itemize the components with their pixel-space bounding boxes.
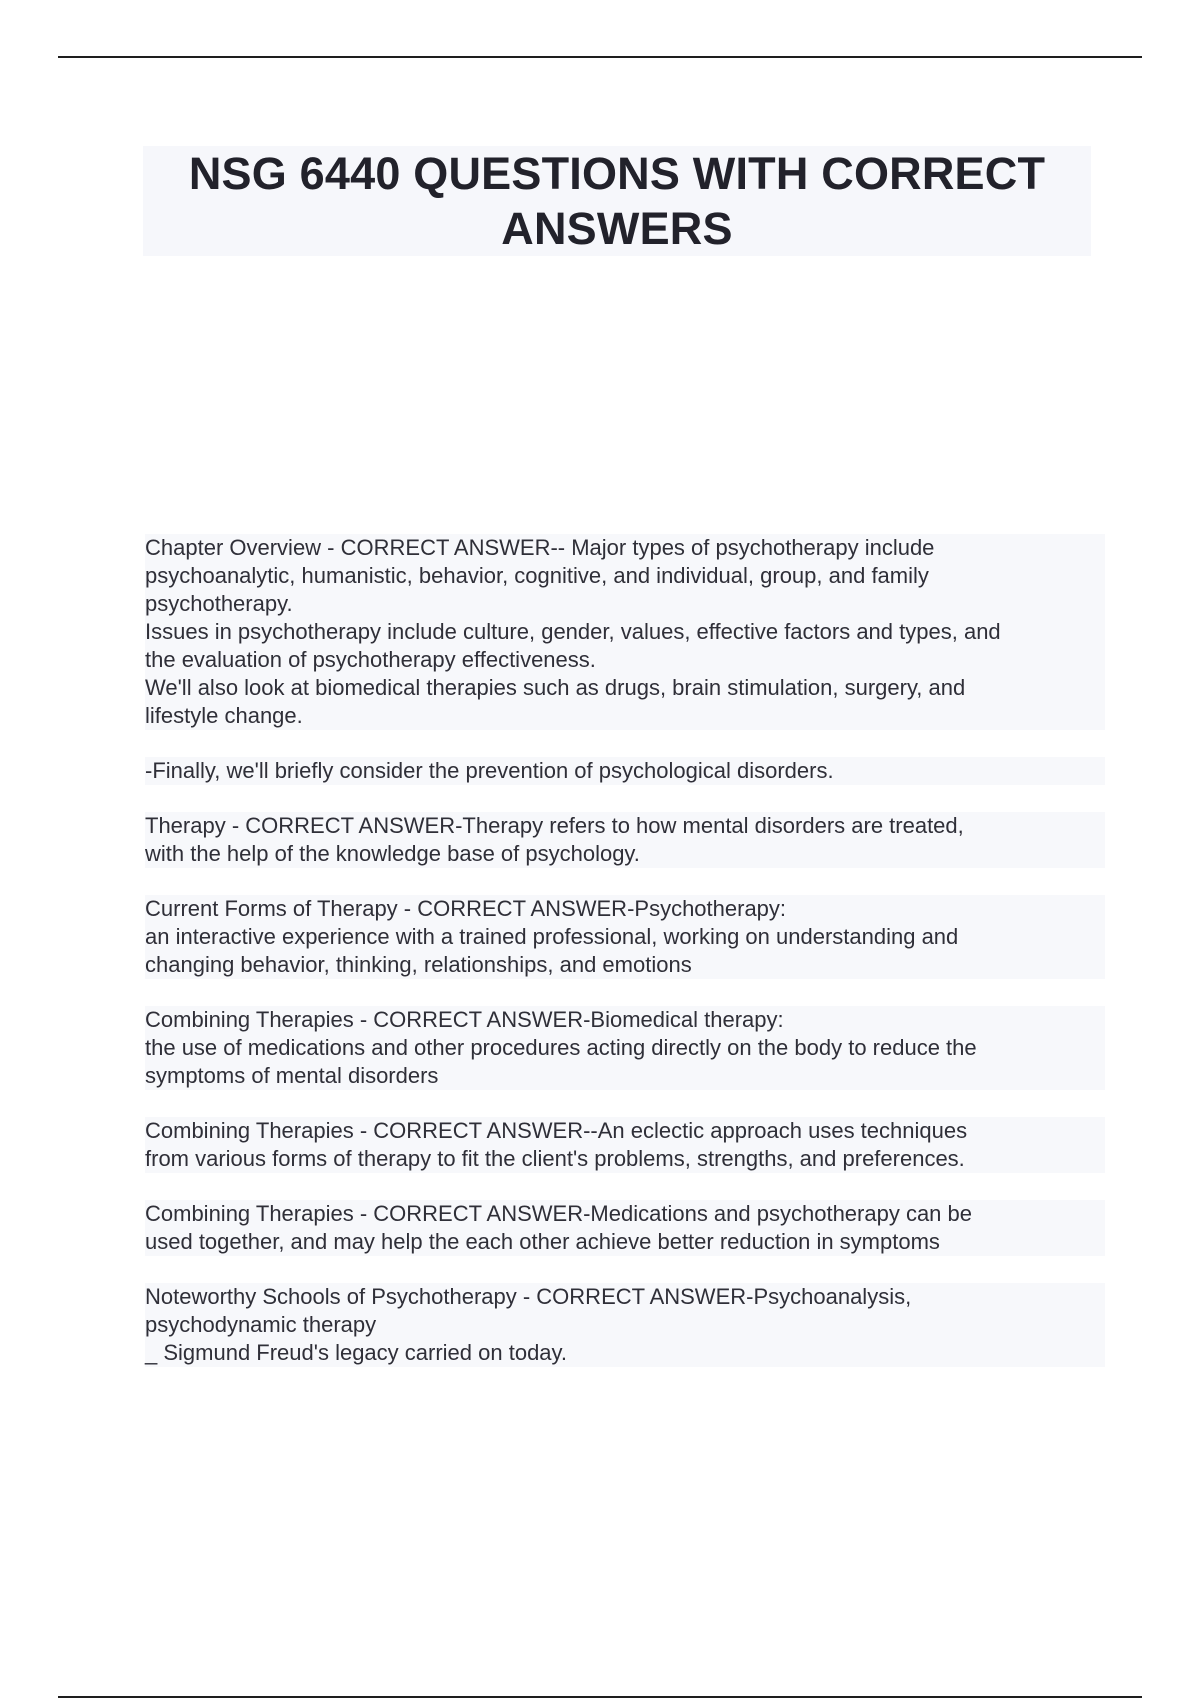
entry-current-forms	[145, 895, 1105, 979]
entry-line: Combining Therapies - CORRECT ANSWER-Medications and psychotherapy can be	[145, 1200, 1105, 1228]
entry-combining-medications	[145, 1200, 1105, 1256]
bottom-rule	[58, 1696, 1142, 1698]
entry-chapter-overview	[145, 534, 1105, 785]
entry-line: psychotherapy.	[145, 590, 1105, 618]
entry-line: _ Sigmund Freud's legacy carried on today.	[145, 1339, 1105, 1367]
entry-line: used together, and may help the each other achieve better reduction in symptoms	[145, 1228, 1105, 1256]
entry-line: Therapy - CORRECT ANSWER-Therapy refers to how mental disorders are treated,	[145, 812, 1105, 840]
entry-noteworthy-schools	[145, 1283, 1105, 1367]
entry-therapy	[145, 812, 1105, 868]
entry-line: We'll also look at biomedical therapies such as drugs, brain stimulation, surgery, and	[145, 674, 1105, 702]
document-title: NSG 6440 QUESTIONS WITH CORRECT ANSWERS	[188, 148, 1046, 254]
entry-line: psychoanalytic, humanistic, behavior, cognitive, and individual, group, and family	[145, 562, 1105, 590]
entry-line: from various forms of therapy to fit the client's problems, strengths, and preferences.	[145, 1145, 1105, 1173]
entry-line: the use of medications and other procedures acting directly on the body to reduce the	[145, 1034, 1105, 1062]
entry-line: Issues in psychotherapy include culture, gender, values, effective factors and types, and	[145, 618, 1105, 646]
entry-line: lifestyle change.	[145, 702, 1105, 730]
entry-line: Combining Therapies - CORRECT ANSWER--An eclectic approach uses techniques	[145, 1117, 1105, 1145]
entry-line: Chapter Overview - CORRECT ANSWER-- Major types of psychotherapy include	[145, 534, 1105, 562]
entry-line: symptoms of mental disorders	[145, 1062, 1105, 1090]
entry-line: the evaluation of psychotherapy effectiveness.	[145, 646, 1105, 674]
entry-line: an interactive experience with a trained professional, working on understanding and	[145, 923, 1105, 951]
entry-line: with the help of the knowledge base of psychology.	[145, 840, 1105, 868]
document-body	[145, 534, 1105, 1394]
entry-combining-eclectic	[145, 1117, 1105, 1173]
entry-line: Noteworthy Schools of Psychotherapy - CORRECT ANSWER-Psychoanalysis,	[145, 1283, 1105, 1311]
title-banner	[143, 146, 1091, 256]
top-rule	[58, 56, 1142, 58]
entry-line: psychodynamic therapy	[145, 1311, 1105, 1339]
entry-line: changing behavior, thinking, relationships, and emotions	[145, 951, 1105, 979]
entry-line: Combining Therapies - CORRECT ANSWER-Biomedical therapy:	[145, 1006, 1105, 1034]
paragraph-gap	[145, 730, 1105, 757]
entry-line: -Finally, we'll briefly consider the prevention of psychological disorders.	[145, 757, 1105, 785]
entry-line: Current Forms of Therapy - CORRECT ANSWER-Psychotherapy:	[145, 895, 1105, 923]
entry-combining-biomedical	[145, 1006, 1105, 1090]
